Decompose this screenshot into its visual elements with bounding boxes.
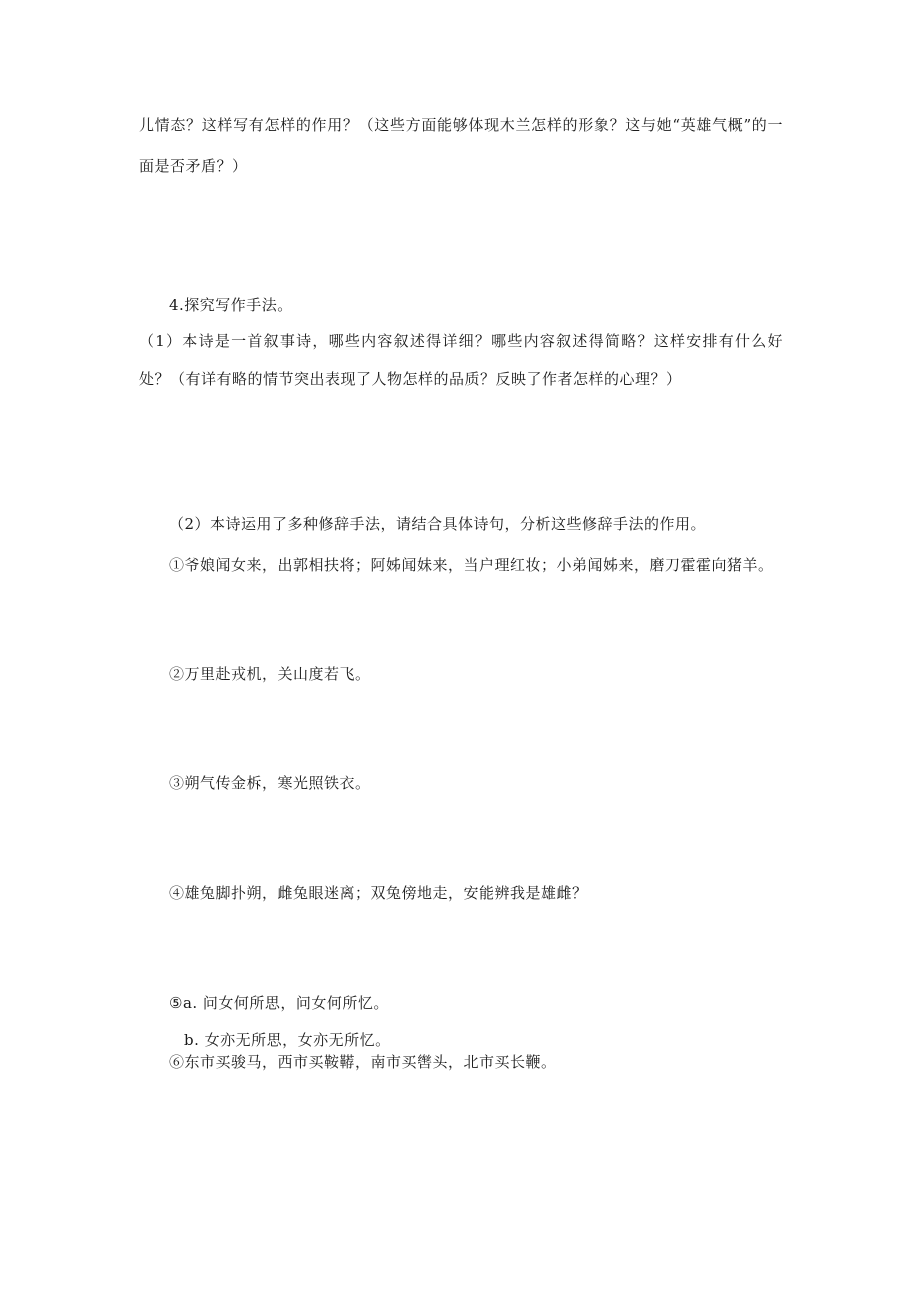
q4-heading: 4.探究写作手法。 [169, 296, 293, 314]
rhetoric-item-4: ④雄兔脚扑朔，雌兔眼迷离；双兔傍地走，安能辨我是雄雌？ [169, 884, 588, 902]
q4-sub1-line-2: 处？（有详有略的情节突出表现了人物怎样的品质？反映了作者怎样的心理？） [139, 370, 682, 388]
rhetoric-item-1: ①爷娘闻女来，出郭相扶将；阿姊闻妹来，当户理红妆；小弟闻姊来，磨刀霍霍向猪羊。 [169, 556, 774, 574]
rhetoric-item-3: ③朔气传金柝，寒光照铁衣。 [169, 774, 371, 792]
q3-continuation-line-2: 面是否矛盾？） [139, 157, 248, 175]
rhetoric-item-5a: ⑤a. 问女何所思，问女何所忆。 [169, 994, 389, 1012]
rhetoric-item-5b: b. 女亦无所思，女亦无所忆。 [184, 1031, 391, 1049]
rhetoric-item-2: ②万里赴戎机，关山度若飞。 [169, 665, 371, 683]
q4-sub1-line-1: （1）本诗是一首叙事诗，哪些内容叙述得详细？哪些内容叙述得简略？这样安排有什么好 [139, 332, 783, 350]
q3-continuation-line-1: 儿情态？这样写有怎样的作用？（这些方面能够体现木兰怎样的形象？这与她“英雄气概”的一 [139, 116, 783, 134]
q4-sub2-intro: （2）本诗运用了多种修辞手法，请结合具体诗句，分析这些修辞手法的作用。 [169, 515, 707, 533]
rhetoric-item-6: ⑥东市买骏马，西市买鞍鞯，南市买辔头，北市买长鞭。 [169, 1053, 557, 1071]
